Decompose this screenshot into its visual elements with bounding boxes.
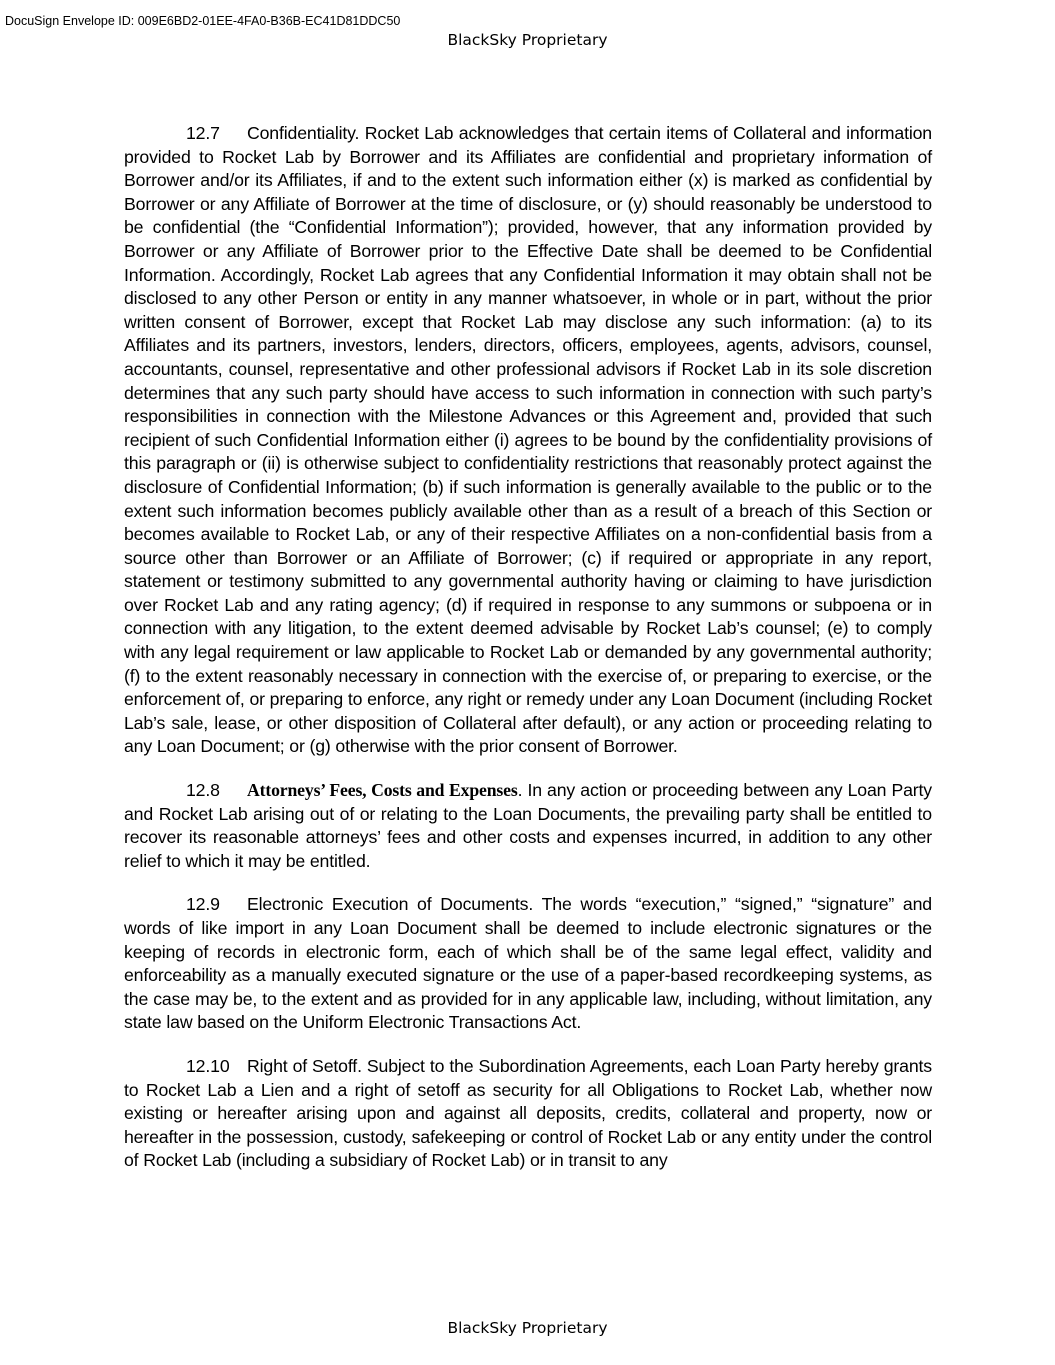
- section-text: . The words “execution,” “signed,” “signature” and words of like import in any Loan Document shall be deemed to include electronic signatures or the keeping of records in electronic form, each of which shall be of the same legal effect, validity and enforceability as a manually executed signature or the use of a paper-based recordkeeping systems, as the case may be, to the extent and as provided for in any applicable law, including, without limitation, any state law based on the Uniform Electronic Transactions Act.: [124, 894, 932, 1033]
- page-footer: BlackSky Proprietary: [447, 1319, 608, 1337]
- section-text: . Rocket Lab acknowledges that certain items of Collateral and information provided to Rocket Lab by Borrower and its Affiliates are confidential and proprietary information of Borrower and/or its Affiliates, if and to the extent such information either (x) is marked as confidential by Borrower or any Affiliate of Borrower at the time of disclosure, or (y) should reasonably be understood to be confidential (the “Confidential Information”); provided, however, that any information provided by Borrower or any Affiliate of Borrower prior to the Effective Date shall be deemed to be Confidential Information. Accordingly, Rocket Lab agrees that any Confidential Information it may obtain shall not be disclosed to any other Person or entity in any manner whatsoever, in whole or in part, without the prior written consent of Borrower, except that Rocket Lab may disclose any such information: (a) to its Affiliates and its partners, investors, lenders, directors, officers, employees, agents, advisors, counsel, accountants, counsel, representative and other professional advisors if Rocket Lab in its sole discretion determines that any such party should have access to such information in connection with such party’s responsibilities in connection with the Milestone Advances or this Agreement and, provided that such recipient of such Confidential Information either (i) agrees to be bound by the confidentiality provisions of this paragraph or (ii) is otherwise subject to confidentiality restrictions that reasonably protect against the disclosure of Confidential Information; (b) if such information is generally available to the public or to the extent such information becomes publicly available other than as a result of a breach of this Section or becomes available to Rocket Lab, or any of their respective Affiliates on a non-confidential basis from a source other than Borrower or an Affiliate of Borrower; (c) if required or appropriate in any report, statement or testimony submitted to any governmental authority having or claiming to have jurisdiction over Rocket Lab and any rating agency; (d) if required in response to any summons or subpoena or in connection with any litigation, to the extent deemed advisable by Rocket Lab’s counsel; (e) to comply with any legal requirement or law applicable to Rocket Lab or demanded by any governmental authority; (f) to the extent reasonably necessary in connection with the exercise of, or preparing to exercise, or the enforcement of, or preparing to enforce, any right or remedy under any Loan Document (including Rocket Lab’s sale, lease, or other disposition of Collateral after default), or any action or proceeding relating to any Loan Document; or (g) otherwise with the prior consent of Borrower.: [124, 123, 932, 757]
- docusign-envelope-id: DocuSign Envelope ID: 009E6BD2-01EE-4FA0-B36B-EC41D81DDC50: [5, 14, 401, 28]
- section-number: 12.10: [186, 1055, 230, 1076]
- section-title: Confidentiality: [247, 123, 355, 143]
- page-header: BlackSky Proprietary: [447, 31, 608, 49]
- section-number: 12.9: [186, 894, 220, 915]
- section-title: Attorneys’ Fees, Costs and Expenses: [247, 780, 518, 801]
- section-number: 12.7: [186, 123, 220, 143]
- section-12-10: [124, 1055, 932, 1173]
- section-title: Electronic Execution of Documents: [247, 894, 529, 915]
- document-body: [124, 122, 932, 1193]
- section-12-9: [124, 893, 932, 1035]
- section-title: Right of Setoff: [247, 1055, 358, 1076]
- section-text: . In any action or proceeding between any Loan Party and Rocket Lab arising out of or relating to the Loan Documents, the prevailing party shall be entitled to recover its reasonable attorneys’ fees and other costs and expenses incurred, in addition to any other relief to which it may be entitled.: [124, 780, 933, 871]
- section-number: 12.8: [186, 780, 220, 801]
- section-12-7: [124, 122, 932, 759]
- section-text: . Subject to the Subordination Agreements, each Loan Party hereby grants to Rocket Lab a Lien and a right of setoff as security for all Obligations to Rocket Lab, whether now existing or hereafter arising upon and against all deposits, credits, collateral and property, now or hereafter in the possession, custody, safekeeping or control of Rocket Lab or any entity under the control of Rocket Lab (including a subsidiary of Rocket Lab) or in transit to any: [124, 1055, 933, 1171]
- section-12-8: [124, 779, 932, 873]
